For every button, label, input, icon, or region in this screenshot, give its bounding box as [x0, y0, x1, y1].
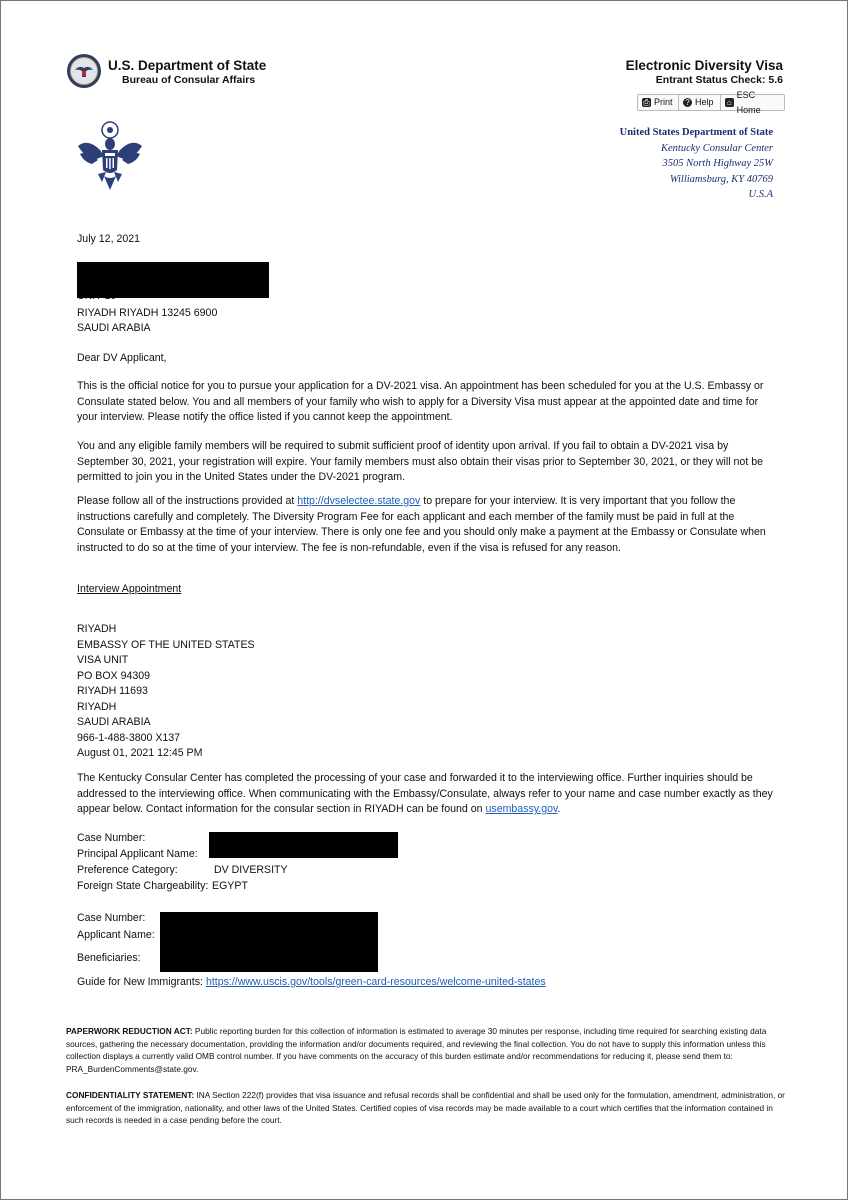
help-label: Help [695, 97, 714, 107]
address-country: SAUDI ARABIA [77, 322, 151, 334]
case-number-label: Case Number: [77, 832, 146, 844]
case-number-label-2: Case Number: [77, 912, 146, 924]
paragraph-2: You and any eligible family members will be required to submit sufficient proof of identity upon arrival. If you fail to obtain a DV-2021 visa by September 30, 2021, your registration will expire. Your family members must also obtain their visas prior to September 30, 2021, or they will not be permitted to join you in the United States under the DV-2021 program. [77, 440, 763, 483]
address-city: RIYADH RIYADH 13245 6900 [77, 307, 218, 319]
dept-subtitle: Bureau of Consular Affairs [122, 74, 256, 86]
p4-text-b: . [557, 803, 561, 815]
interview-line: RIYADH [77, 700, 117, 713]
chargeability-value: EGYPT [212, 880, 248, 892]
paragraph-3 [77, 494, 777, 556]
redaction-case-2 [160, 912, 378, 972]
dept-title: U.S. Department of State [108, 58, 267, 73]
interview-line: RIYADH 11693 [77, 685, 148, 697]
confidentiality-statement [66, 1089, 786, 1127]
redaction-recipient [77, 262, 269, 298]
greeting: Dear DV Applicant, [77, 352, 167, 364]
app-title: Electronic Diversity Visa [625, 58, 783, 73]
interview-line: August 01, 2021 12:45 PM [77, 747, 203, 759]
home-icon: ⌂ [726, 98, 732, 107]
beneficiaries-label: Beneficiaries: [77, 952, 141, 964]
usembassy-link[interactable]: usembassy.gov [485, 803, 558, 815]
printer-icon: ⎙ [643, 98, 650, 107]
principal-applicant-label: Principal Applicant Name: [77, 848, 198, 860]
paperwork-reduction-act [66, 1025, 786, 1075]
interview-line: 966-1-488-3800 X137 [77, 731, 181, 744]
home-label: ESC Home [736, 89, 761, 115]
p3-text-b: to prepare for your interview. It is very important that you follow the instructions carefully and completely. The Diversity Program Fee for each applicant and each member of the family must be paid in full at the Consulate or Embassy at the time of your interview. There is only one fee and you should only make a payment at the Embassy or Consulate when instructed to do so at the time of your interview. The fee is non-refundable, even if the visa is refused for any reason. [77, 495, 766, 554]
uscis-guide-link[interactable]: https://www.uscis.gov/tools/green-card-resources/welcome-united-states [205, 976, 546, 988]
guide-row [77, 975, 546, 991]
paragraph-1: This is the official notice for you to pursue your application for a DV-2021 visa. An appointment has been scheduled for you at the U.S. Embassy or Consulate stated below. You and all members of your family who wish to apply for a Diversity Visa must appear at the appointed date and time for your interview. Please notify the office listed if you cannot keep the appointment. [77, 380, 764, 423]
applicant-name-label: Applicant Name: [77, 929, 155, 941]
interview-line: RIYADH [77, 623, 117, 635]
great-seal-eagle-icon [76, 120, 144, 194]
state-dept-seal-icon [66, 53, 102, 89]
help-button[interactable] [678, 94, 725, 111]
sender-address [473, 125, 773, 203]
redaction-case-1 [209, 832, 398, 858]
print-label: Print [654, 97, 673, 107]
esc-home-button[interactable] [720, 89, 785, 115]
preference-category-label: Preference Category: [77, 864, 178, 876]
confidentiality-text: INA Section 222(f) provides that visa issuance and refusal records shall be confidential and shall be used only for the formulation, amendment, administration, or enforcement of the immigration, nationality, and other laws of the United States. Certified copies of visa records may be made available to a court which certifies that the information contained in such records is needed in a case pending before the court. [66, 1090, 785, 1126]
dvselectee-link[interactable]: http://dvselectee.state.gov [297, 495, 421, 507]
interview-heading: Interview Appointment [77, 583, 182, 595]
interview-line: VISA UNIT [77, 654, 129, 666]
print-button[interactable] [637, 94, 682, 111]
app-subtitle: Entrant Status Check: 5.6 [655, 74, 783, 86]
sender-line-2: Kentucky Consular Center [661, 142, 773, 154]
pra-title: PAPERWORK REDUCTION ACT: [66, 1026, 193, 1036]
letter-date: July 12, 2021 [77, 233, 141, 245]
confidentiality-title: CONFIDENTIALITY STATEMENT: [66, 1090, 195, 1100]
p3-text-a: Please follow all of the instructions provided at [77, 495, 298, 507]
interview-details [77, 622, 255, 762]
chargeability-label: Foreign State Chargeability: [77, 880, 209, 892]
question-icon: ? [683, 98, 692, 107]
sender-line-4: Williamsburg, KY 40769 [669, 173, 773, 185]
interview-line: SAUDI ARABIA [77, 716, 151, 728]
sender-line-3: 3505 North Highway 25W [662, 158, 773, 169]
sender-line-1: United States Department of State [619, 127, 773, 138]
sender-line-5: U.S.A [748, 189, 773, 200]
interview-line: PO BOX 94309 [77, 669, 151, 682]
preference-category-value: DV DIVERSITY [214, 864, 288, 876]
paragraph-4 [77, 771, 777, 818]
pra-text: Public reporting burden for this collection of information is estimated to average 30 minutes per response, including time required for searching existing data sources, gathering the necessary documentation, providing the information and/or documents required, and reviewing the final collection. You do not have to supply this information unless this collection displays a currently valid OMB control number. If you have comments on the accuracy of this burden estimate and/or recommendations for reducing it, please send them to: PRA_BurdenComments@state.gov. [66, 1026, 767, 1074]
interview-line: EMBASSY OF THE UNITED STATES [77, 638, 255, 651]
guide-label: Guide for New Immigrants: [77, 976, 203, 988]
p4-text-a: The Kentucky Consular Center has completed the processing of your case and forwarded it to the interviewing office. Further inquiries should be addressed to the interviewing office. When communicating with the Embassy/Consulate, always refer to your name and case number exactly as they appear below. Contact information for the consular section in RIYADH can be found on [77, 772, 773, 815]
